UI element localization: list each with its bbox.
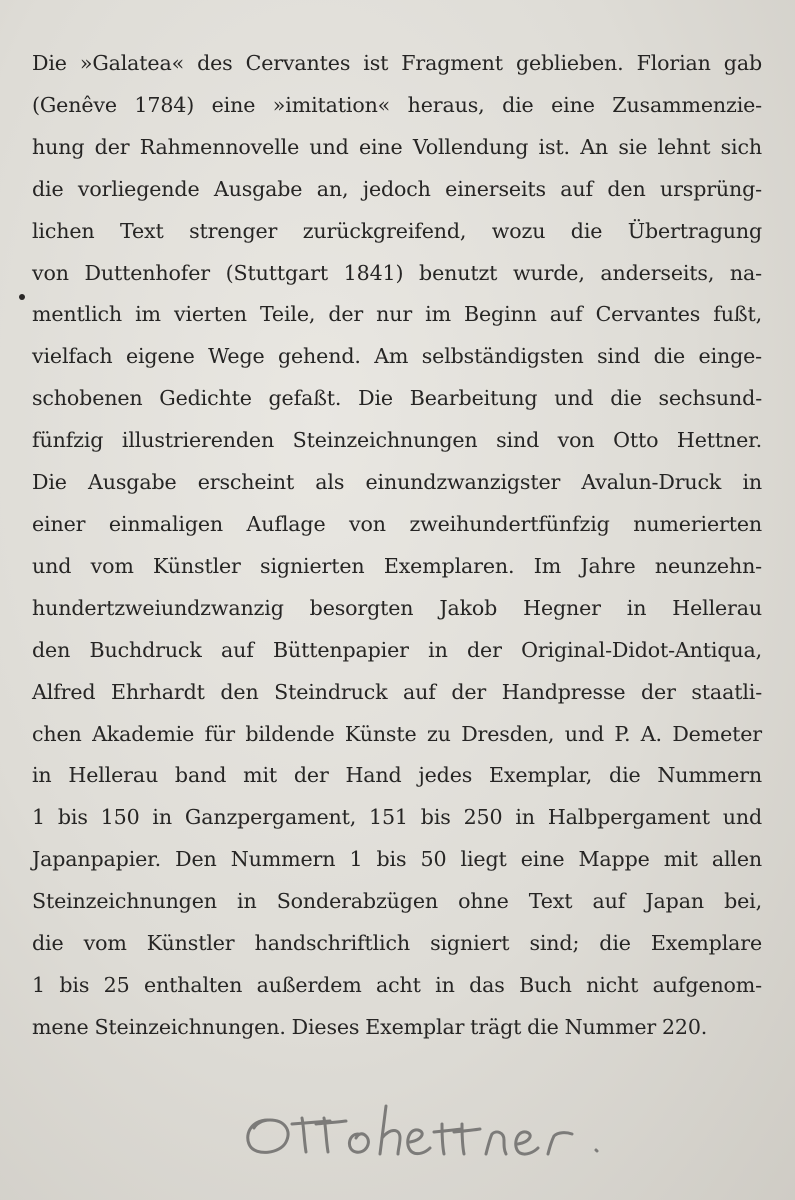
colophon-line: lichen Text strenger zurückgreifend, wozu die Übertragung <box>32 218 762 243</box>
colophon-line: Japanpapier. Den Nummern 1 bis 50 liegt eine Mappe mit allen <box>32 847 762 872</box>
colophon-line: 1 bis 25 enthalten außerdem acht in das Buch nicht aufgenom- <box>32 972 762 997</box>
colophon-line: in Hellerau band mit der Hand jedes Exemplar, die Nummern <box>32 763 762 788</box>
colophon-line: fünfzig illustrierenden Steinzeichnungen sind von Otto Hettner. <box>32 428 762 453</box>
handwritten-signature <box>240 1098 610 1170</box>
colophon-line: vielfach eigene Wege gehend. Am selbständigsten sind die einge- <box>32 344 762 369</box>
colophon-line: Die Ausgabe erscheint als einundzwanzigster Avalun-Druck in <box>32 470 762 495</box>
colophon-line: chen Akademie für bildende Künste zu Dresden, und P. A. Demeter <box>32 721 762 746</box>
colophon-line: (Genêve 1784) eine »imitation« heraus, die eine Zusammenzie- <box>32 92 762 117</box>
colophon-line: Steinzeichnungen in Sonderabzügen ohne Text auf Japan bei, <box>32 889 762 914</box>
colophon-line: den Buchdruck auf Büttenpapier in der Original-Didot-Antiqua, <box>32 637 762 662</box>
colophon-line: und vom Künstler signierten Exemplaren. Im Jahre neunzehn- <box>32 553 762 578</box>
colophon-line: Die »Galatea« des Cervantes ist Fragment geblieben. Florian gab <box>32 51 762 75</box>
colophon-line: von Duttenhofer (Stuttgart 1841) benutzt wurde, anderseits, na- <box>32 260 762 285</box>
colophon-line: mene Steinzeichnungen. Dieses Exemplar trägt die Nummer 220. <box>32 1014 708 1039</box>
colophon-text <box>32 43 762 1049</box>
colophon-line: die vorliegende Ausgabe an, jedoch einerseits auf den ursprüng- <box>32 176 762 201</box>
colophon-line: 1 bis 150 in Ganzpergament, 151 bis 250 in Halbpergament und <box>32 805 762 830</box>
colophon-line: mentlich im vierten Teile, der nur im Beginn auf Cervantes fußt, <box>32 302 762 327</box>
colophon-line: einer einmaligen Auflage von zweihundertfünfzig numerierten <box>32 511 762 536</box>
colophon-line: hung der Rahmennovelle und eine Vollendung ist. An sie lehnt sich <box>32 134 762 159</box>
colophon-line: hundertzweiundzwanzig besorgten Jakob Hegner in Hellerau <box>32 595 762 620</box>
ink-mark <box>19 294 25 300</box>
colophon-line: Alfred Ehrhardt den Steindruck auf der Handpresse der staatli- <box>32 679 762 704</box>
colophon-line: die vom Künstler handschriftlich signiert sind; die Exemplare <box>32 931 762 956</box>
colophon-line: schobenen Gedichte gefaßt. Die Bearbeitung und die sechsund- <box>32 386 762 411</box>
